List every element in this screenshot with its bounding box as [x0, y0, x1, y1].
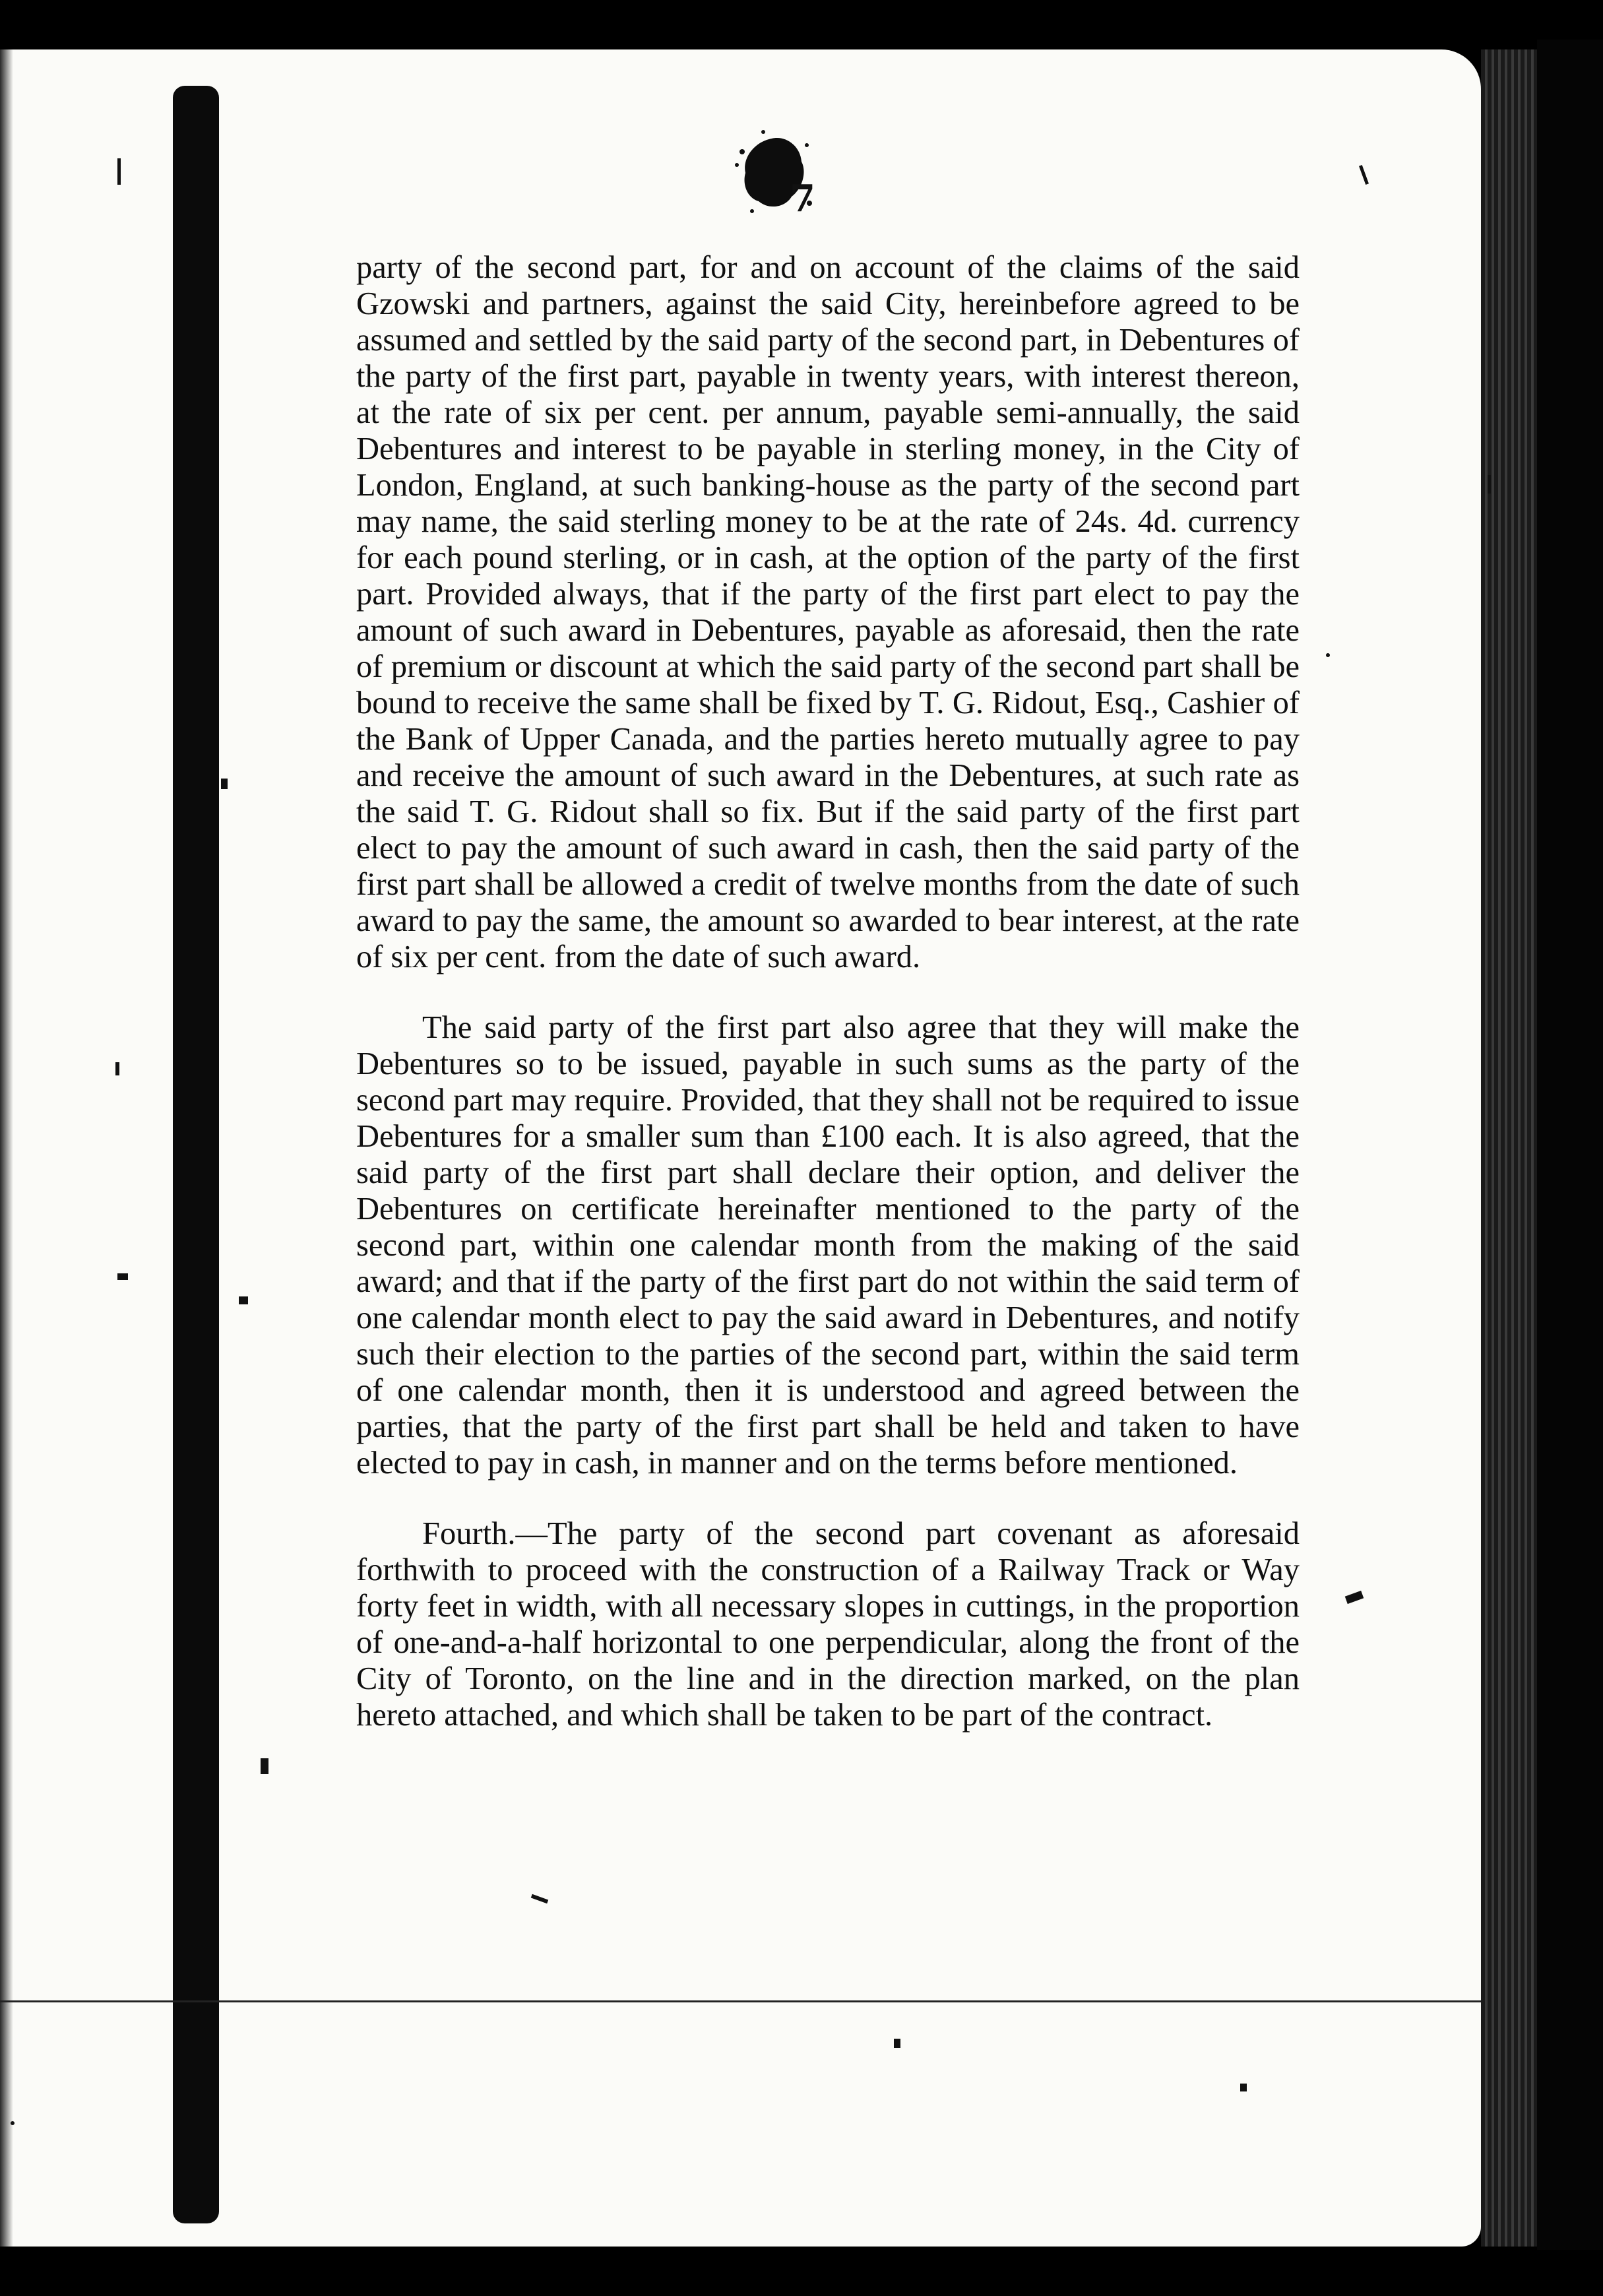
page-number: [722, 125, 821, 224]
stray-mark: [1326, 653, 1330, 657]
paragraph-1: party of the second part, for and on account of the claims of the said Gzowski and partners, against the said City, hereinbefore agreed to be assumed and settled by the said party of the second part, in Debentures of the party of the first part, payable in twenty years, with interest thereon, at the rate of six per cent. per annum, payable semi-annually, the said Debentures and interest to be payable in sterling money, in the City of London, England, at such banking-house as the party of the second part may name, the said sterling money to be at the rate of 24s. 4d. currency for each pound sterling, or in cash, at the option of the party of the first part. Provided always, that if the party of the first part elect to pay the amount of such award in Debentures, payable as aforesaid, then the rate of premium or discount at which the said party of the second part shall be bound to receive the same shall be fixed by T. G. Ridout, Esq., Cashier of the Bank of Upper Canada, and the parties hereto mutually agree to pay and receive the amount of such award in the Debentures, at such rate as the said T. G. Ridout shall so fix. But if the said party of the first part elect to pay the amount of such award in cash, then the said party of the first part shall be allowed a credit of twelve months from the date of such award to pay the same, the amount so awarded to bear interest, at the rate of six per cent. from the date of such award.: [356, 250, 1300, 974]
stray-mark: [117, 1273, 128, 1280]
stray-mark: [1488, 475, 1491, 494]
fold-line: [0, 2000, 1481, 2002]
stray-mark: [261, 1758, 268, 1774]
stray-mark: [117, 158, 121, 185]
body-text: [356, 249, 1300, 1733]
stray-mark: [221, 779, 228, 789]
paragraph-2: The said party of the first part also agree that they will make the Debentures so to be issued, payable in such sums as the party of the second part may require. Provided, that they shall not be required to issue Debentures for a smaller sum than £100 each. It is also agreed, that the said party of the first part shall declare their option, and deliver the Debentures on certificate hereinafter mentioned to the party of the second part, within one calendar month from the making of the said award; and that if the party of the first part do not within the said term of one calendar month elect to pay the said award in Debentures, and notify such their election to the parties of the second part, within the said term of one calendar month, then it is understood and agreed between the parties, that the party of the first part shall be held and taken to have elected to pay in cash, in manner and on the terms before mentioned.: [356, 1010, 1300, 1481]
stray-mark: [115, 1062, 119, 1075]
stray-mark: [239, 1296, 248, 1304]
page-edge-shadow: [1537, 40, 1603, 2250]
binding-gutter: [173, 86, 219, 2223]
page-number-text: 7: [790, 177, 815, 220]
stray-mark: [1240, 2084, 1247, 2091]
stray-mark: [11, 2121, 15, 2125]
paragraph-3: Fourth.—The party of the second part covenant as aforesaid forthwith to proceed with the construction of a Railway Track or Way forty feet in width, with all necessary slopes in cuttings, in the proportion of one-and-a-half horizontal to one perpendicular, along the front of the City of Toronto, on the line and in the direction marked, on the plan hereto attached, and which shall be taken to be part of the contract.: [356, 1516, 1300, 1733]
stray-mark: [894, 2039, 900, 2048]
left-edge-shadow: [0, 49, 13, 2247]
